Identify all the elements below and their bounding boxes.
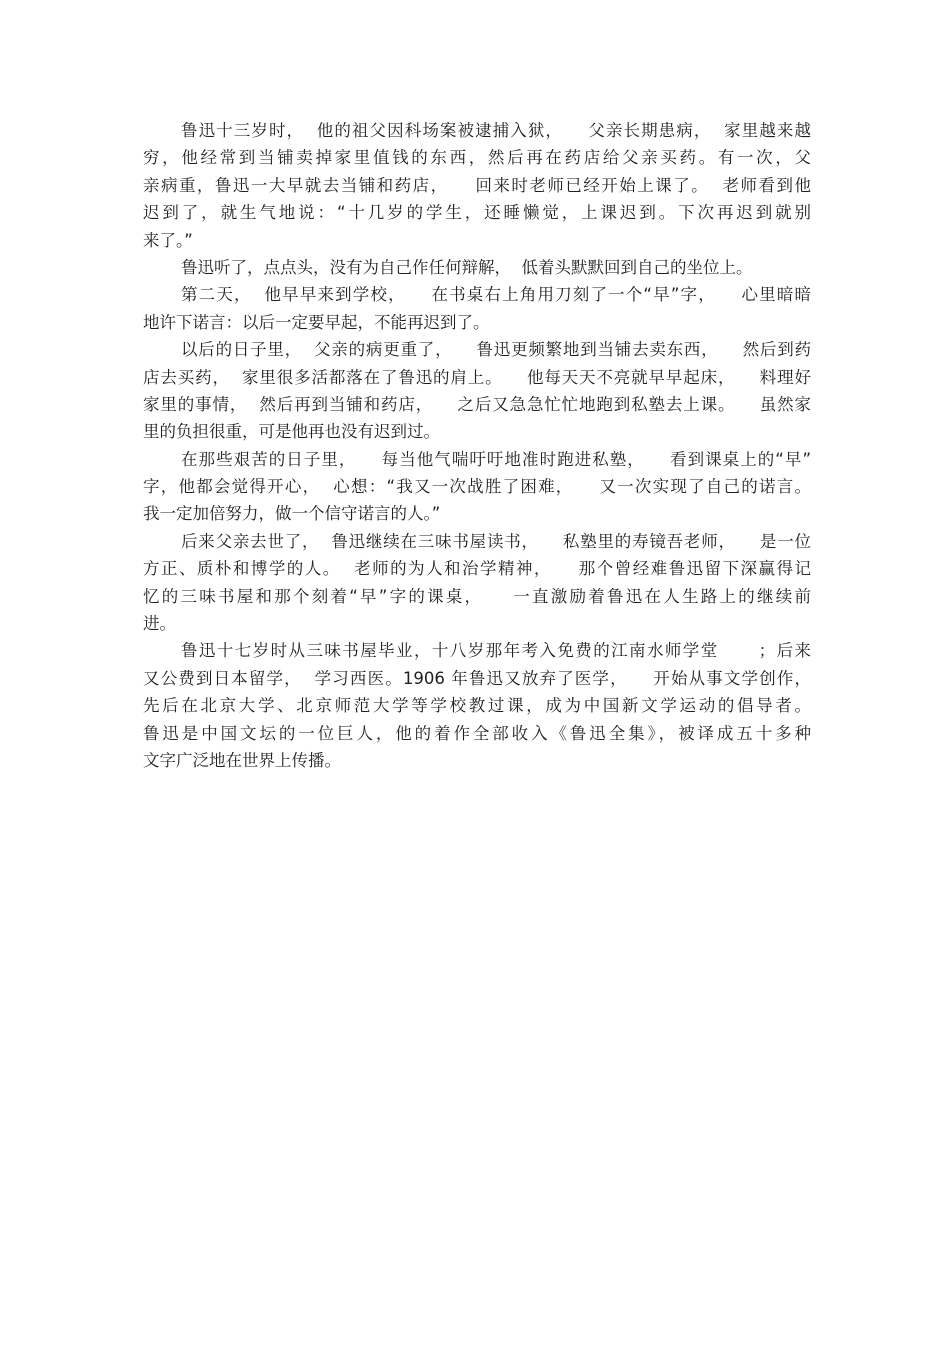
text-line: 字，他都会觉得开心， 心想：“我又一次战胜了困难， 又一次实现了自己的诺言。 [143, 477, 811, 497]
text-line: 迟到了，就生气地说：“十几岁的学生，还睡懒觉，上课迟到。下次再迟到就别 [143, 203, 811, 223]
text-line: 后来父亲去世了， 鲁迅继续在三味书屋读书， 私塾里的寿镜吾老师， 是一位 [181, 531, 811, 551]
text-line: 鲁迅是中国文坛的一位巨人，他的着作全部收入《鲁迅全集》，被译成五十多种 [143, 723, 811, 743]
paragraph-1 [143, 117, 811, 254]
paragraph-3 [143, 281, 811, 336]
paragraph-4 [143, 336, 811, 446]
text-line: 鲁迅十七岁时从三味书屋毕业，十八岁那年考入免费的江南水师学堂 ；后来 [181, 641, 811, 661]
paragraph-6 [143, 528, 811, 638]
text-line: 第二天， 他早早来到学校， 在书桌右上角用刀刻了一个“早”字， 心里暗暗 [181, 285, 811, 305]
article-body [143, 117, 811, 774]
text-line: 方正、质朴和博学的人。 老师的为人和治学精神， 那个曾经难鲁迅留下深赢得记 [143, 559, 811, 579]
text-line: 忆的三味书屋和那个刻着“早”字的课桌， 一直激励着鲁迅在人生路上的继续前 [143, 586, 811, 606]
text-line: 在那些艰苦的日子里， 每当他气喘吁吁地准时跑进私塾， 看到课桌上的“早” [181, 449, 811, 469]
text-line: 店去买药， 家里很多活都落在了鲁迅的肩上。 他每天天不亮就早早起床， 料理好 [143, 367, 811, 387]
text-line: 亲病重，鲁迅一大早就去当铺和药店， 回来时老师已经开始上课了。 老师看到他 [143, 175, 811, 195]
text-line: 我一定加倍努力，做一个信守诺言的人。” [143, 504, 441, 524]
text-line: 来了。” [143, 230, 193, 250]
text-line: 地许下诺言：以后一定要早起，不能再迟到了。 [143, 312, 490, 332]
text-line: 鲁迅十三岁时， 他的祖父因科场案被逮捕入狱， 父亲长期患病， 家里越来越 [181, 121, 811, 140]
paragraph-7 [143, 637, 811, 774]
text-line: 又公费到日本留学， 学习西医。1906 年鲁迅又放弃了医学， 开始从事文学创作， [143, 668, 811, 688]
text-line: 家里的事情， 然后再到当铺和药店， 之后又急急忙忙地跑到私塾去上课。 虽然家 [143, 394, 811, 414]
text-line: 文字广泛地在世界上传播。 [143, 750, 341, 770]
paragraph-5 [143, 446, 811, 528]
text-line: 鲁迅听了，点点头，没有为自己作任何辩解， 低着头默默回到自己的坐位上。 [181, 257, 753, 277]
text-line: 先后在北京大学、北京师范大学等学校教过课，成为中国新文学运动的倡导者。 [143, 696, 811, 716]
paragraph-2 [143, 254, 811, 281]
text-line: 进。 [143, 614, 176, 634]
text-line: 里的负担很重，可是他再也没有迟到过。 [143, 422, 440, 442]
text-line: 以后的日子里， 父亲的病更重了， 鲁迅更频繁地到当铺去卖东西， 然后到药 [181, 340, 811, 360]
text-line: 穷，他经常到当铺卖掉家里值钱的东西，然后再在药店给父亲买药。有一次，父 [143, 148, 811, 168]
